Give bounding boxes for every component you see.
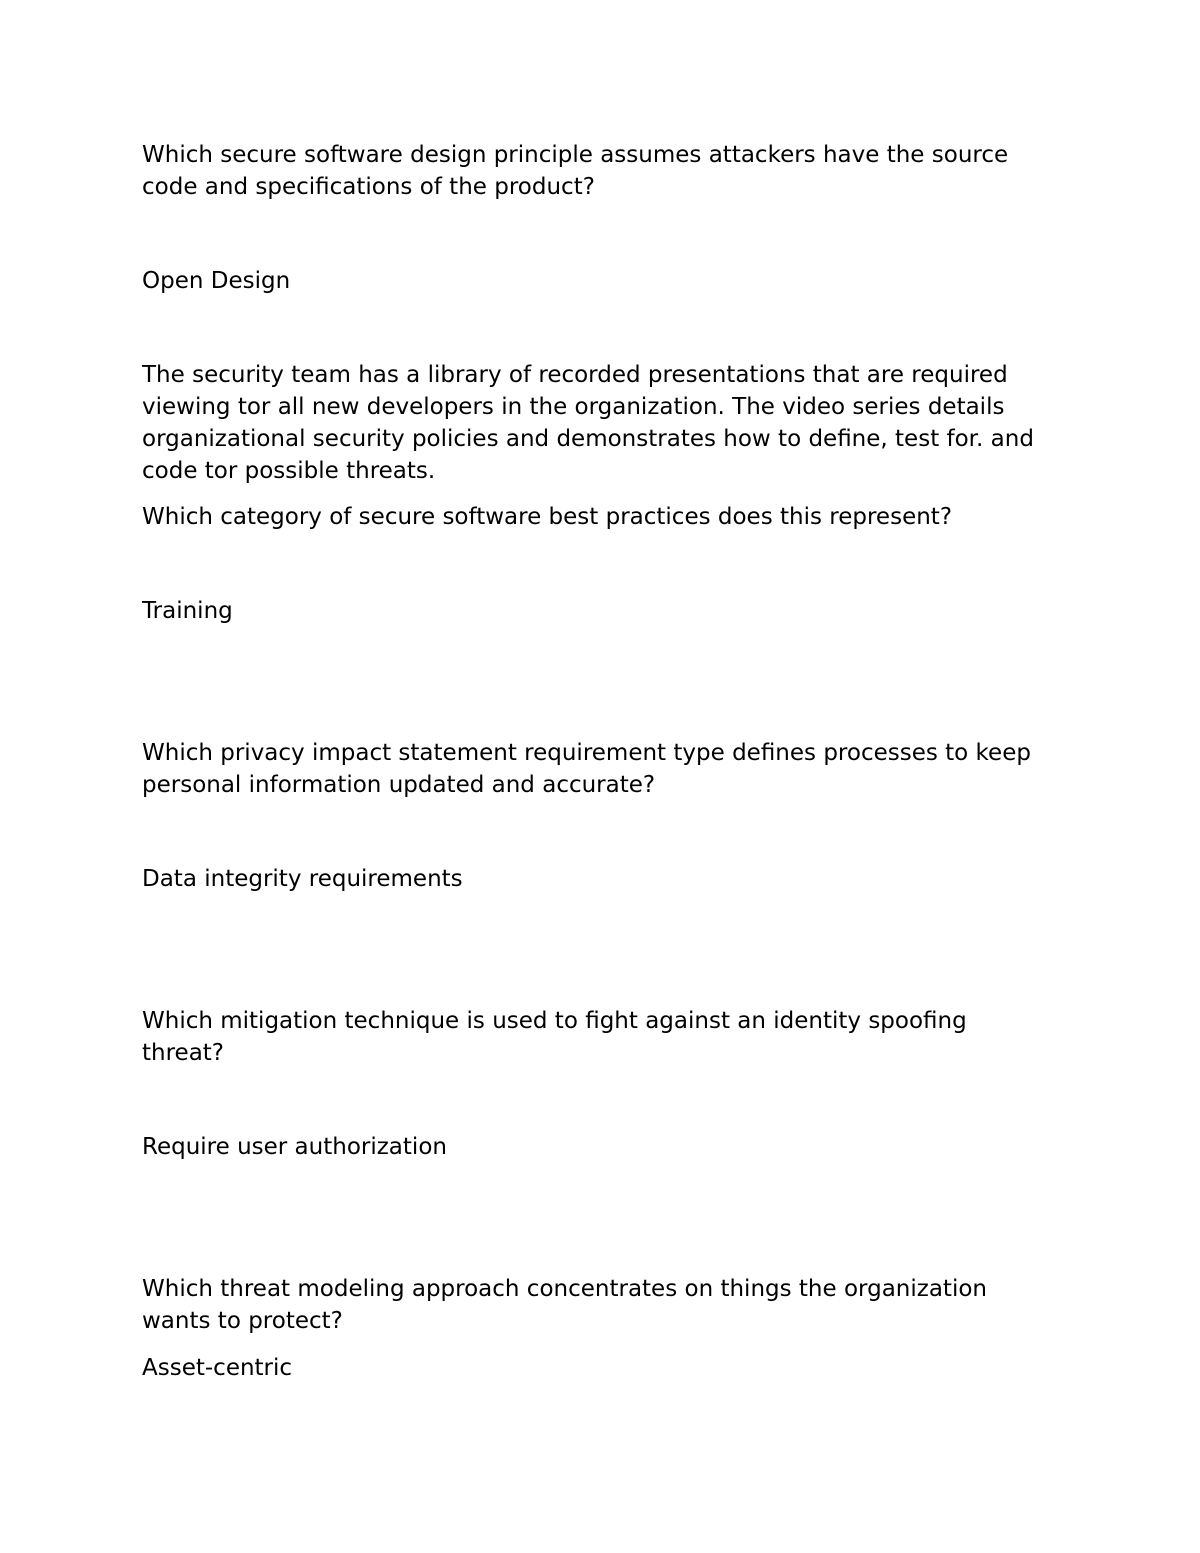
question-3-line-1: Which privacy impact statement requirement type defines processes to keep [142,740,1031,766]
question-2-prompt: Which category of secure software best practices does this represent? [142,504,953,530]
answer-2: Training [142,598,233,624]
answer-3: Data integrity requirements [142,866,463,892]
question-4-line-1: Which mitigation technique is used to fight against an identity spoofing [142,1008,967,1034]
question-3 [142,737,1072,801]
answer-1: Open Design [142,268,291,294]
question-2 [142,359,1072,487]
question-3-line-2: personal information updated and accurate? [142,772,656,798]
question-2-line-1: The security team has a library of recorded presentations that are required [142,362,1008,388]
question-2-line-4: code tor possible threats. [142,458,436,484]
question-4 [142,1005,1072,1069]
question-5-line-2: wants to protect? [142,1308,343,1334]
question-1-line-2: code and specifications of the product? [142,174,595,200]
question-4-line-2: threat? [142,1040,225,1066]
question-1 [142,139,1072,203]
question-5-line-1: Which threat modeling approach concentrates on things the organization [142,1276,987,1302]
question-5 [142,1273,1072,1337]
answer-5: Asset-centric [142,1355,293,1381]
question-2-line-2: viewing tor all new developers in the organization. The video series details [142,394,1005,420]
question-1-line-1: Which secure software design principle assumes attackers have the source [142,142,1009,168]
question-2-line-3: organizational security policies and demonstrates how to define, test for. and [142,426,1034,452]
answer-4: Require user authorization [142,1134,447,1160]
